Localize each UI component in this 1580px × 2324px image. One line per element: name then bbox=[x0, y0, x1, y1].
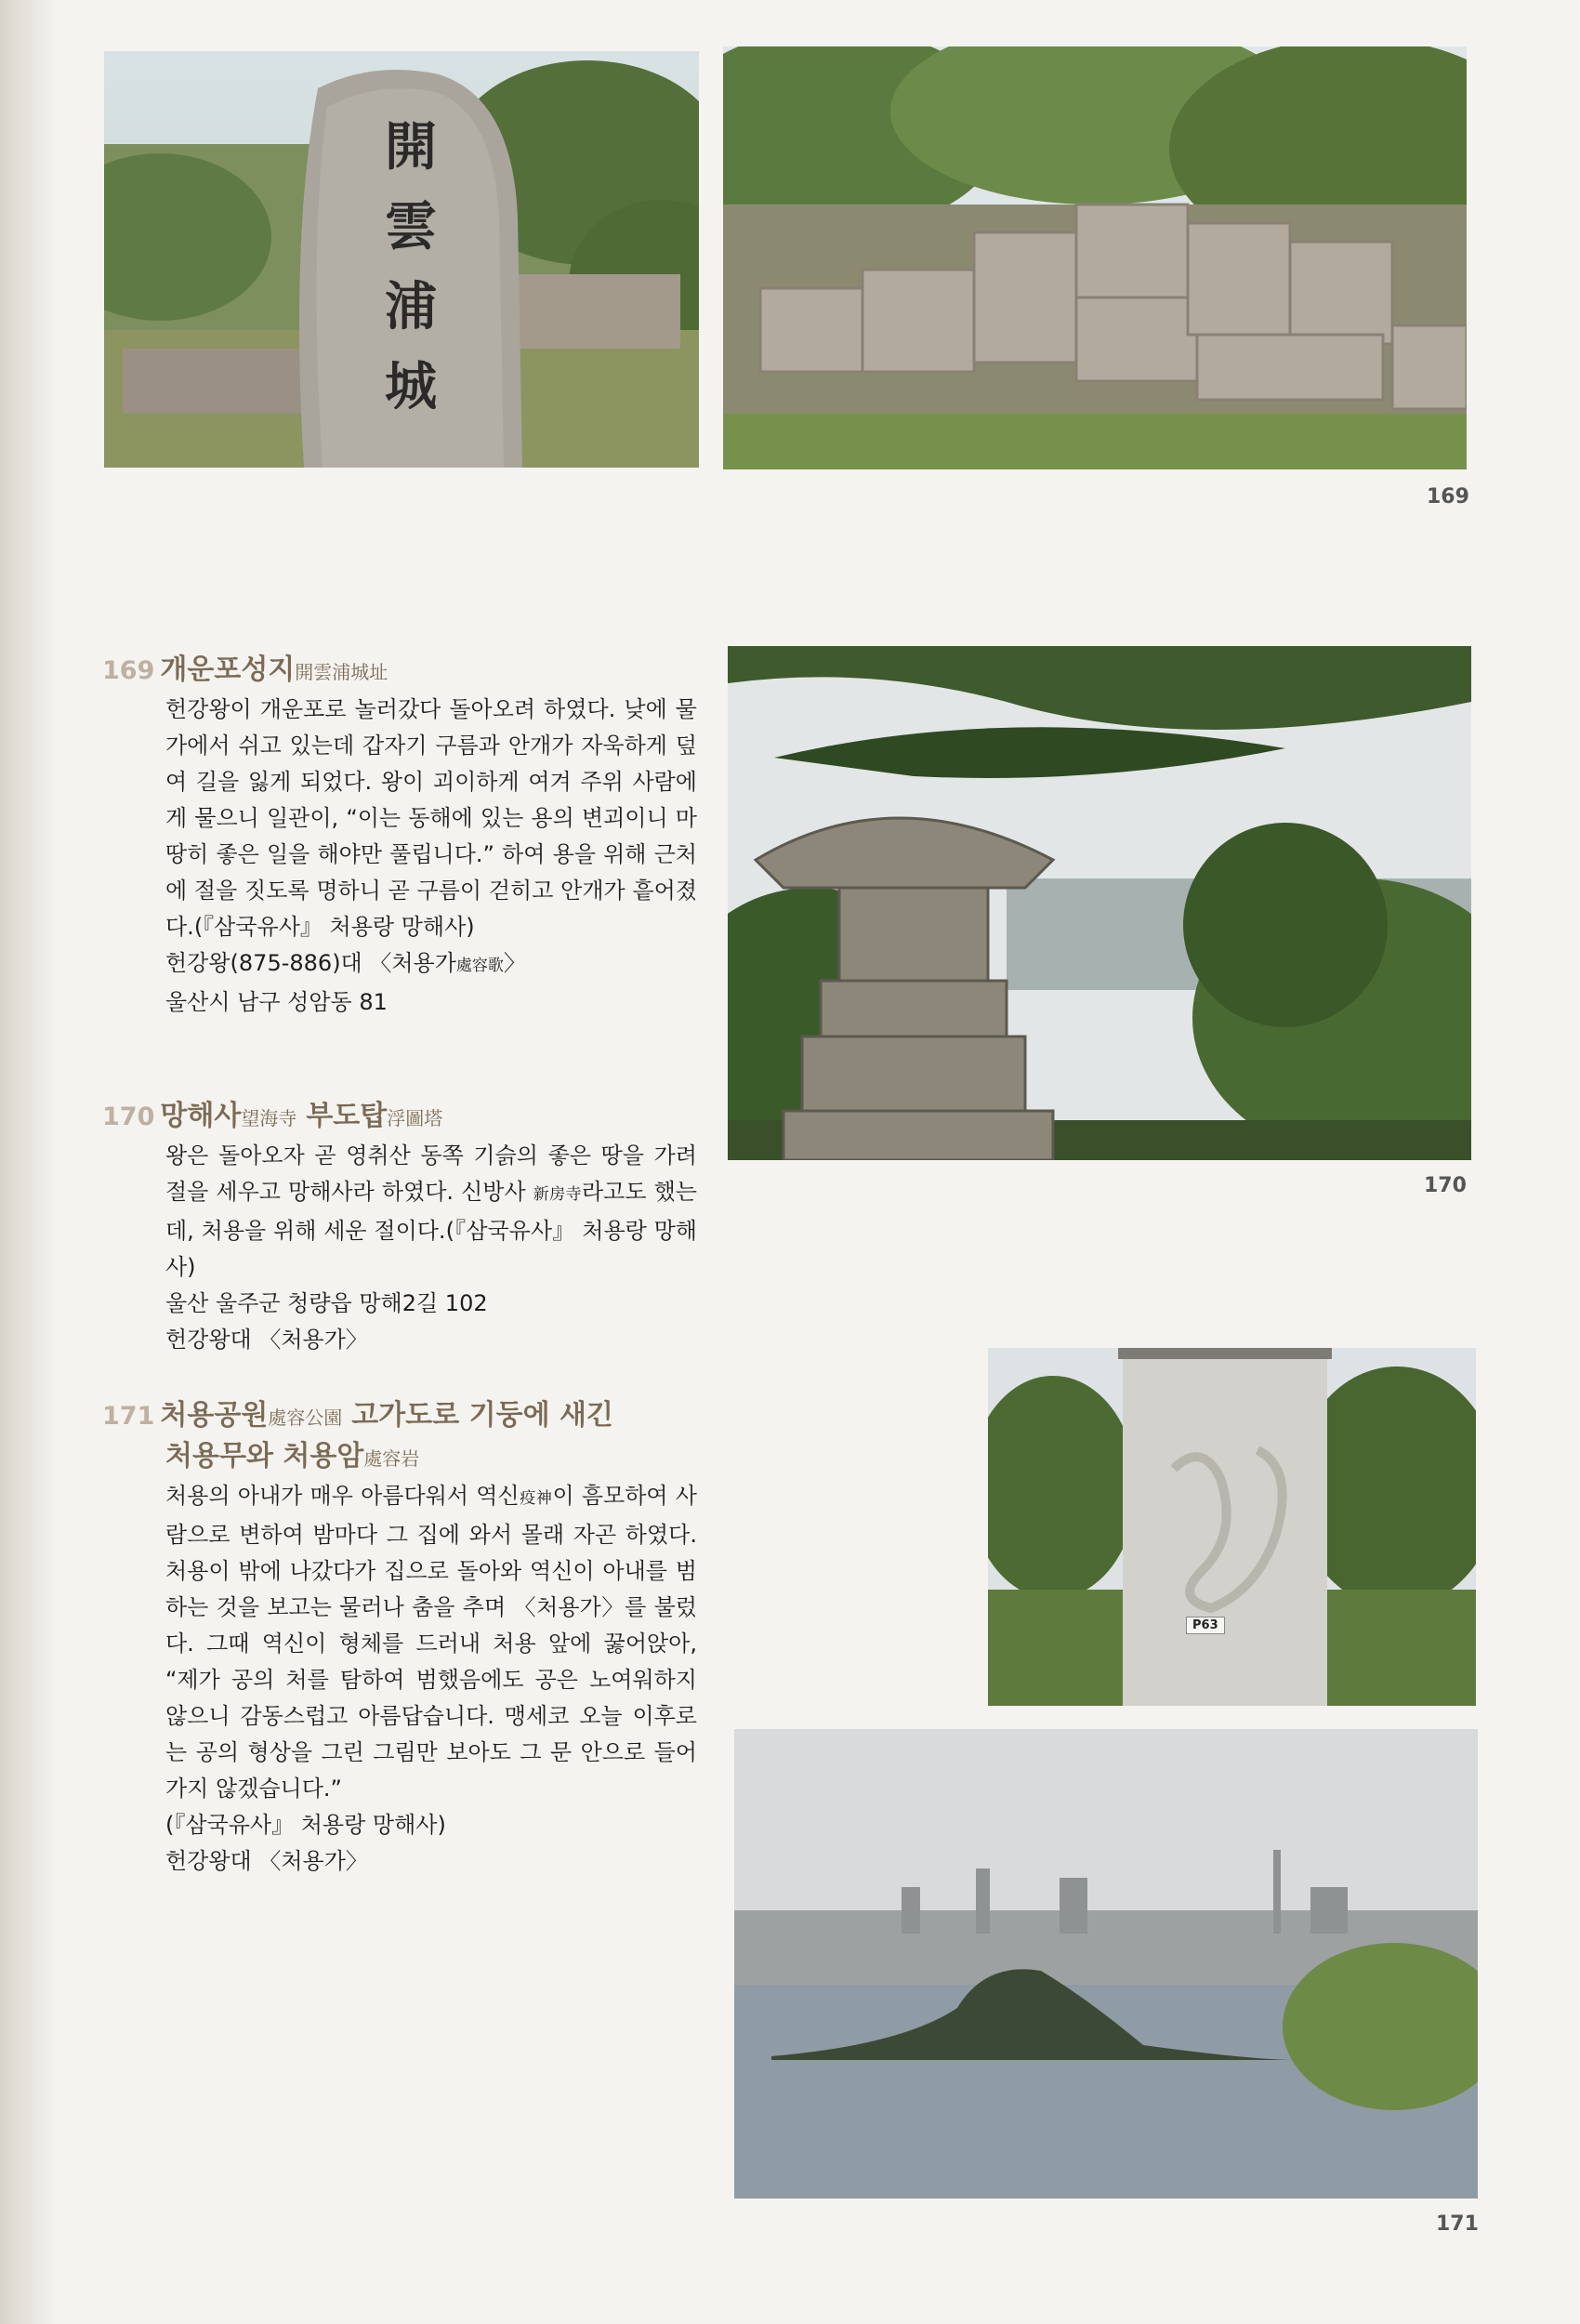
entry-era: 헌강왕대 〈처용가〉 bbox=[165, 1327, 368, 1353]
photo-stone-monument bbox=[104, 51, 699, 468]
page-number-171: 171 bbox=[1436, 2212, 1479, 2236]
entry-171-body bbox=[102, 1478, 697, 1880]
photo-rock-island bbox=[734, 1729, 1478, 2199]
entry-era: 헌강왕(875-886)대 〈처용가處容歌〉 bbox=[165, 950, 526, 976]
entry-169-body bbox=[102, 692, 697, 1021]
entry-text: 헌강왕이 개운포로 놀러갔다 돌아오려 하였다. 낮에 물가에서 쉬고 있는데 갑자기 구름과 안개가 자욱하게 덮여 길을 잃게 되었다. 왕이 괴이하게 여겨 주위 사람에게 물으니 일관이, “이는 동해에 있는 용의 변괴이니 마땅히 좋은 일을 해야만 풀립니다.” 하여 용을 위해 근처에 절을 짓도록 명하니 곧 구름이 걷히고 안개가 흩어졌다.(『삼국유사』 처용랑 망해사) bbox=[165, 696, 697, 940]
entry-text: 왕은 돌아오자 곧 영취산 동쪽 기슭의 좋은 땅을 가려 절을 세우고 망해사라 하였다. 신방사 新房寺라고도 했는데, 처용을 위해 세운 절이다.(『삼국유사』 처용랑 망해사) bbox=[165, 1142, 697, 1280]
entry-address: 울산 울주군 청량읍 망해2길 102 bbox=[165, 1290, 488, 1316]
photo-stone-pagoda bbox=[728, 646, 1471, 1160]
entry-171-heading: 171 처용공원處容公園 고가도로 기둥에 새긴 처용무와 처용암處容岩 bbox=[102, 1399, 614, 1472]
entry-number: 169 bbox=[102, 656, 155, 685]
entry-subtitle: 부도탑 bbox=[306, 1100, 388, 1132]
photo-carved-pillar bbox=[988, 1348, 1476, 1706]
entry-source: (『삼국유사』 처용랑 망해사) bbox=[165, 1812, 446, 1838]
page-number-170: 170 bbox=[1424, 1174, 1467, 1197]
entry-title: 처용공원 bbox=[160, 1399, 269, 1432]
entry-171 bbox=[102, 1396, 697, 1880]
stone-inscription: 開 雲 浦 城 bbox=[385, 116, 437, 417]
entry-number: 171 bbox=[102, 1402, 155, 1431]
entry-number: 170 bbox=[102, 1103, 155, 1131]
entry-era: 헌강왕대 〈처용가〉 bbox=[165, 1848, 368, 1874]
entry-title-2: 처용무와 처용암 bbox=[165, 1440, 364, 1472]
entry-subtitle: 고가도로 기둥에 새긴 bbox=[351, 1399, 614, 1432]
entry-title: 개운포성지 bbox=[160, 654, 296, 686]
entry-text: 처용의 아내가 매우 아름다워서 역신疫神이 흠모하여 사람으로 변하여 밤마다 그 집에 와서 몰래 자곤 하였다. 처용이 밖에 나갔다가 집으로 돌아와 역신이 아내를 범하는 것을 보고는 물러나 춤을 추며 〈처용가〉를 불렀다. 그때 역신이 형체를 드러내 처용 앞에 꿇어앉아, “제가 공의 처를 탐하여 범했음에도 공은 노여워하지 않으니 감동스럽고 아름답습니다. 맹세코 오늘 이후로는 공의 형상을 그린 그림만 보아도 그 문 안으로 들어가지 않겠습니다.” bbox=[165, 1483, 697, 1802]
page-number-169: 169 bbox=[1427, 485, 1469, 508]
entry-title: 망해사 bbox=[160, 1100, 242, 1132]
entry-169 bbox=[102, 651, 697, 1021]
entry-170-heading: 170 망해사望海寺 부도탑浮圖塔 bbox=[102, 1100, 443, 1132]
photo-stone-wall bbox=[723, 46, 1467, 469]
entry-title-hanja: 開雲浦城址 bbox=[295, 661, 388, 683]
pillar-tag: P63 bbox=[1186, 1617, 1225, 1634]
page-gutter-shadow bbox=[0, 0, 56, 2324]
entry-169-heading bbox=[102, 651, 697, 692]
entry-170 bbox=[102, 1097, 697, 1358]
entry-170-body bbox=[102, 1138, 697, 1358]
entry-address: 울산시 남구 성암동 81 bbox=[165, 989, 388, 1015]
